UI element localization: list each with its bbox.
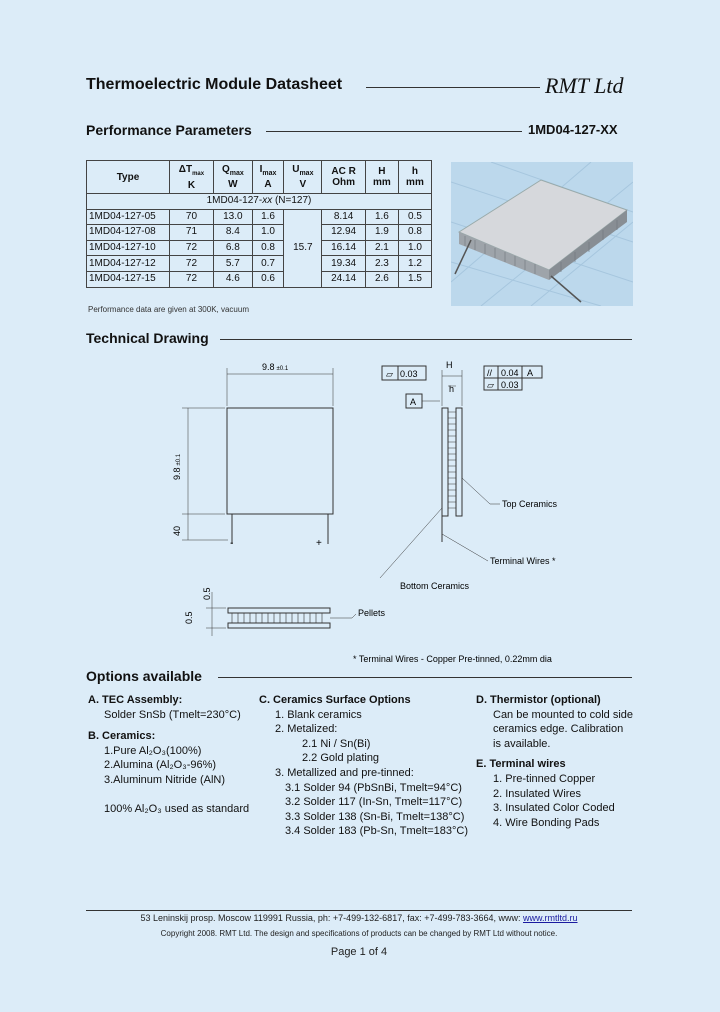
cell-h: 1.2 [398, 256, 431, 272]
table-row [87, 256, 432, 272]
option-e-item: 2. Insulated Wires [493, 787, 582, 800]
option-e-item: 4. Wire Bonding Pads [493, 816, 600, 829]
table-row [87, 225, 432, 241]
parallel-value: 0.04 [501, 368, 519, 378]
cell-h: 0.8 [398, 225, 431, 241]
performance-heading: Performance Parameters [86, 122, 252, 138]
leader-bottom [380, 508, 442, 578]
option-c-title: C. Ceramics Surface Options [259, 694, 411, 706]
cell-dt: 72 [170, 256, 214, 272]
flatness-value: 0.03 [400, 369, 418, 379]
cell-acr: 16.14 [322, 240, 366, 256]
col-dtmax: $\Delta T_{max}$ K [170, 161, 214, 194]
option-a-item: Solder SnSb (Tmelt=230°C) [104, 708, 241, 721]
flatness2-value: 0.03 [501, 380, 519, 390]
options-rule [218, 677, 632, 678]
col-type: Type [87, 161, 170, 194]
cell-q: 13.0 [213, 209, 252, 225]
front-view-body [227, 408, 333, 514]
cell-acr: 19.34 [322, 256, 366, 272]
dim-lead-value: 40 [172, 525, 182, 536]
cell-type: 1MD04-127-05 [87, 209, 170, 225]
parallel-datum: A [527, 368, 534, 378]
table-group-row [87, 194, 432, 210]
option-d-text: is available. [493, 737, 551, 750]
group-label: 1MD04-127-xx (N=127) [87, 194, 432, 210]
flatness2-symbol: ▱ [487, 380, 494, 390]
dim-05a-value: 0.5 [202, 587, 212, 600]
cell-i: 1.0 [252, 225, 284, 241]
bottom-view-top [228, 608, 330, 613]
bottom-view-bottom [228, 623, 330, 628]
title-rule [366, 87, 540, 88]
drawing-footnote: * Terminal Wires - Copper Pre-tinned, 0.22mm dia [353, 654, 552, 664]
footer-copyright: Copyright 2008. RMT Ltd. The design and specifications of products can be changed by RMT Ltd without notice. [160, 929, 558, 938]
cell-q: 8.4 [213, 225, 252, 241]
option-c-subitem: 3.4 Solder 183 (Pb-Sn, Tmelt=183°C) [285, 825, 469, 838]
dim-height-value: 9.8±0.1 [172, 453, 182, 480]
table-row [87, 209, 432, 225]
option-d-text: Can be mounted to cold side [493, 708, 634, 721]
label-bottom-ceramics: Bottom Ceramics [400, 581, 470, 591]
cell-type: 1MD04-127-12 [87, 256, 170, 272]
cell-H: 2.3 [365, 256, 398, 272]
option-c-subitem: 3.1 Solder 94 (PbSnBi, Tmelt=94°C) [285, 781, 462, 794]
dim-width-value: 9.8 ±0.1 [262, 362, 289, 372]
option-e-item: 1. Pre-tinned Copper [493, 772, 596, 785]
options-col-de [476, 693, 646, 830]
option-b-title: B. Ceramics: [88, 730, 156, 743]
cell-acr: 12.94 [322, 225, 366, 241]
cell-type: 1MD04-127-15 [87, 271, 170, 287]
cell-i: 0.8 [252, 240, 284, 256]
option-c-subitem: 2.1 Ni / Sn(Bi) [302, 737, 371, 750]
bottom-view-pellets [232, 613, 322, 623]
side-pellets [448, 412, 456, 508]
option-c-item: 2. Metalized: [275, 723, 338, 736]
footer-address [86, 913, 632, 923]
cell-h: 1.5 [398, 271, 431, 287]
option-b-item: 1.Pure Al₂O₃(100%) [104, 744, 202, 757]
cell-acr: 24.14 [322, 271, 366, 287]
cell-q: 5.7 [213, 256, 252, 272]
option-c-subitem: 2.2 Gold plating [302, 752, 380, 765]
cell-i: 0.6 [252, 271, 284, 287]
leader-pellets [330, 614, 356, 618]
cell-dt: 72 [170, 240, 214, 256]
module-photo [451, 162, 633, 306]
technical-drawing [170, 356, 640, 670]
option-a-title: A. TEC Assembly: [88, 694, 183, 706]
dim-H-label: H [446, 360, 453, 370]
lead-minus-label: - [230, 538, 234, 549]
parallel-symbol: // [487, 368, 493, 378]
brand-logo: RMT Ltd [545, 73, 624, 98]
side-bottom-ceramic [442, 408, 448, 516]
cell-i: 0.7 [252, 256, 284, 272]
drawing-rule [220, 339, 632, 340]
table-row [87, 240, 432, 256]
options-col-ab [88, 693, 258, 816]
cell-q: 4.6 [213, 271, 252, 287]
cell-H: 1.6 [365, 209, 398, 225]
model-code: 1MD04-127-XX [528, 122, 618, 137]
option-c-item: 1. Blank ceramics [275, 708, 362, 721]
label-pellets: Pellets [358, 608, 386, 618]
option-b-item: 3.Aluminum Nitride (AlN) [104, 773, 226, 786]
cell-H: 2.1 [365, 240, 398, 256]
col-H: H mm [365, 161, 398, 194]
option-e-item: 3. Insulated Color Coded [493, 802, 615, 815]
cell-dt: 70 [170, 209, 214, 225]
cell-acr: 8.14 [322, 209, 366, 225]
cell-H: 1.9 [365, 225, 398, 241]
col-imax: $I_{max}$ A [252, 161, 284, 194]
leader-top [462, 478, 500, 504]
cell-h: 0.5 [398, 209, 431, 225]
lead-plus-label: + [316, 538, 322, 549]
cell-dt: 72 [170, 271, 214, 287]
datasheet-title: Thermoelectric Module Datasheet [86, 76, 343, 93]
performance-rule [266, 131, 522, 132]
cell-dt: 71 [170, 225, 214, 241]
options-col-c [259, 693, 474, 839]
options-heading: Options available [86, 668, 202, 684]
leader-wires [442, 534, 488, 561]
cell-type: 1MD04-127-08 [87, 225, 170, 241]
col-acr: AC R Ohm [322, 161, 366, 194]
option-d-text: ceramics edge. Calibration [493, 723, 624, 736]
option-c-subitem: 3.3 Solder 138 (Sn-Bi, Tmelt=138°C) [285, 810, 465, 823]
label-terminal-wires: Terminal Wires * [490, 556, 556, 566]
cell-H: 2.6 [365, 271, 398, 287]
page-number: Page 1 of 4 [330, 946, 388, 958]
table-row [87, 271, 432, 287]
cell-type: 1MD04-127-10 [87, 240, 170, 256]
col-qmax: $Q_{max}$ W [213, 161, 252, 194]
label-top-ceramics: Top Ceramics [502, 499, 558, 509]
cell-q: 6.8 [213, 240, 252, 256]
dim-05b-value: 0.5 [184, 611, 194, 624]
performance-note: Performance data are given at 300K, vacuum [88, 305, 249, 314]
website-link[interactable]: www.rmtltd.ru [523, 913, 578, 923]
option-b-standard: 100% Al₂O₃ used as standard [104, 802, 250, 815]
performance-table [86, 160, 432, 288]
address-text: 53 Leninskij prosp. Moscow 119991 Russia, ph: +7-499-132-6817, fax: +7-499-783-3664, www: [140, 913, 524, 923]
footer-rule [86, 910, 632, 911]
side-top-ceramic [456, 408, 462, 516]
col-h: h mm [398, 161, 431, 194]
option-d-title: D. Thermistor (optional) [476, 694, 601, 706]
cell-h: 1.0 [398, 240, 431, 256]
table-header-row [87, 161, 432, 194]
drawing-heading: Technical Drawing [86, 330, 209, 346]
cell-i: 1.6 [252, 209, 284, 225]
option-e-title: E. Terminal wires [476, 758, 566, 771]
option-b-item: 2.Alumina (Al₂O₃-96%) [104, 759, 217, 772]
datum-label: A [410, 397, 417, 407]
cell-umax: 15.7 [284, 209, 322, 287]
col-umax: $U_{max}$ V [284, 161, 322, 194]
dim-h-label: h [449, 384, 455, 394]
option-c-subitem: 3.2 Solder 117 (In-Sn, Tmelt=117°C) [285, 796, 463, 809]
flatness-symbol: ▱ [386, 369, 393, 379]
option-c-item: 3. Metallized and pre-tinned: [275, 766, 414, 779]
